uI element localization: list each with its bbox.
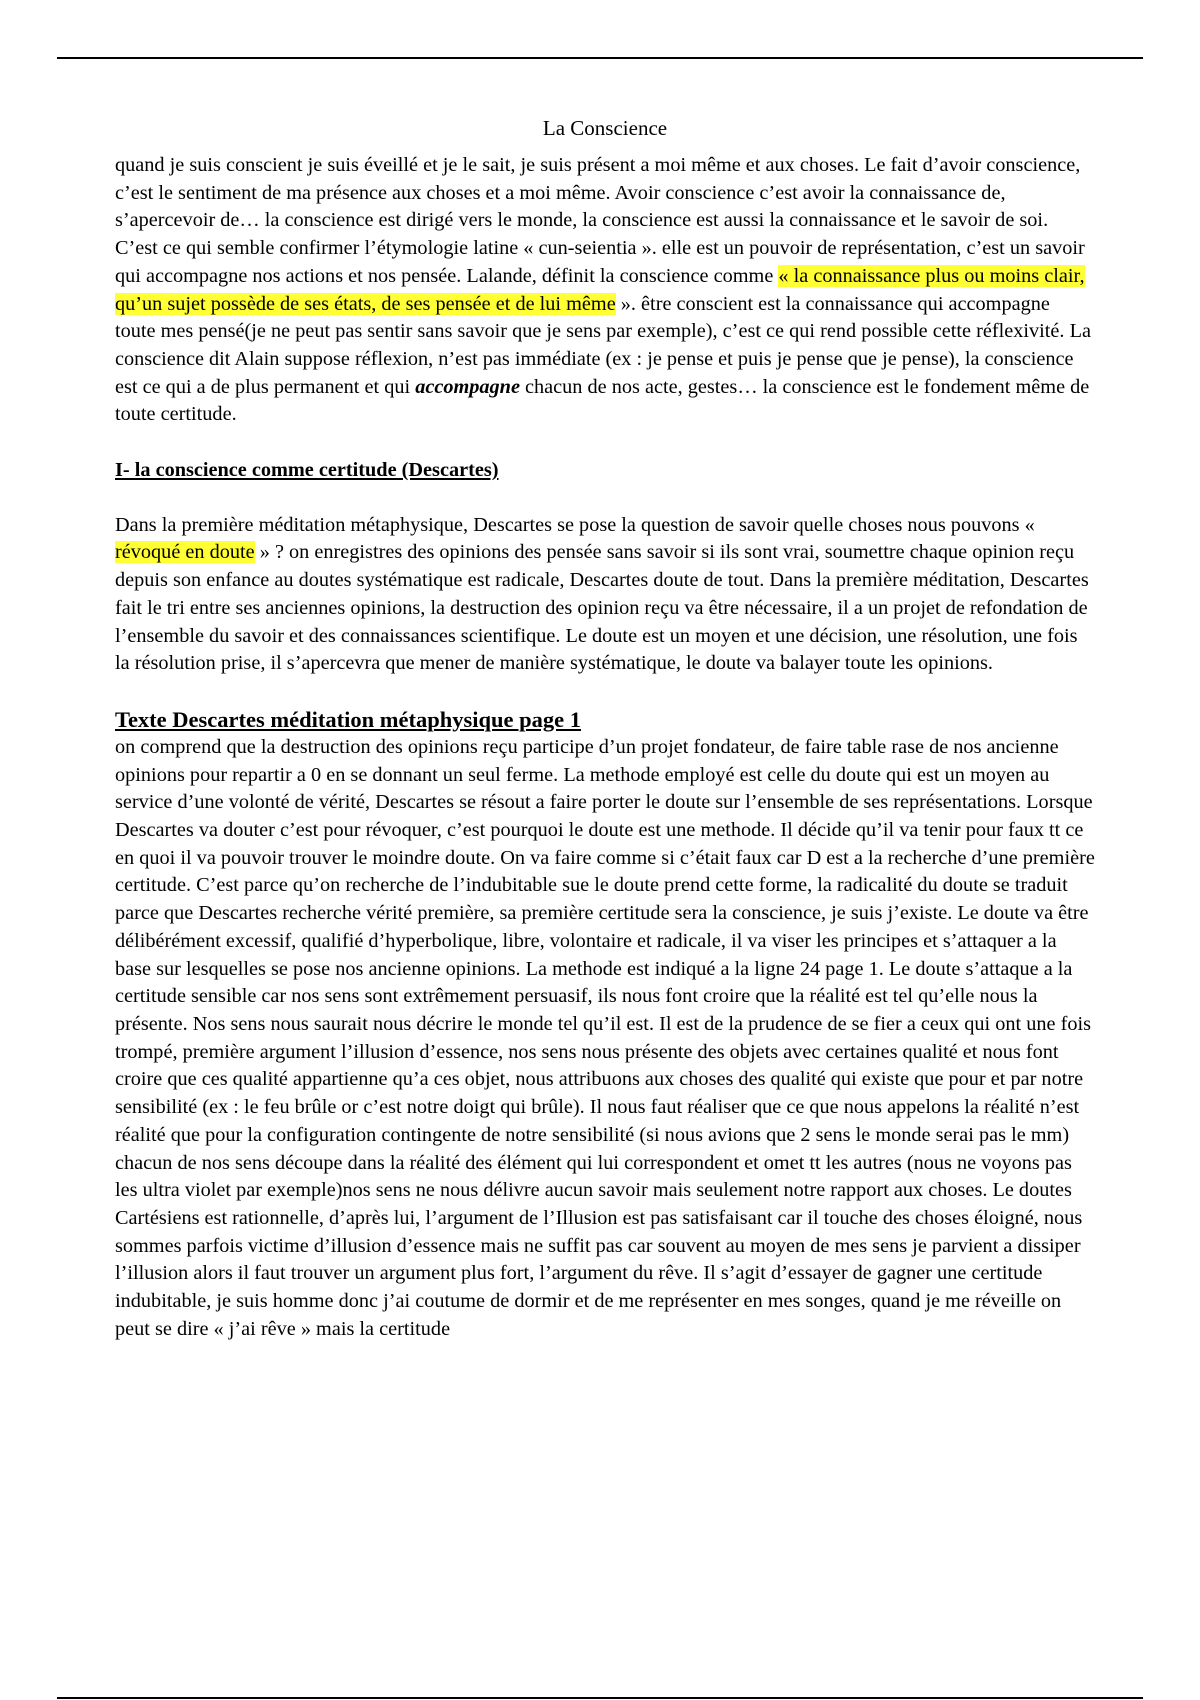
emphasis-accompagne: accompagne bbox=[415, 375, 520, 398]
intro-paragraph bbox=[115, 152, 1095, 429]
spacer bbox=[115, 429, 1095, 457]
section1-text-2: » ? on enregistres des opinions des pensée sans savoir si ils sont vrai, soumettre chaque opinion reçu depuis son enfance au doutes systématique est radicale, Descartes doute de tout. Dans la première méditation, Descartes fait le tri entre ses anciennes opinions, la destruction des opinion reçu va être nécessaire, il a un projet de refondation de l’ensemble du savoir et des connaissances scientifique. Le doute est un moyen et une décision, une résolution, une fois la résolution prise, il s’apercevra que mener de manière systématique, le doute va balayer toute les opinions. bbox=[115, 541, 1089, 675]
section-heading-certitude: I- la conscience comme certitude (Descartes) bbox=[115, 459, 499, 482]
page-bottom-rule bbox=[57, 1697, 1143, 1699]
intro-text-2: ». être conscient est la connaissance qui accompagne toute mes pensé(je ne peut pas sentir sans savoir que je sens par exemple), c’est ce qui rend possible cette réflexivité. La conscience dit Alain suppose réflexion, n’est pas immédiate (ex : je pense et puis je pense que je pense), la conscience est ce qui a de plus permanent et qui bbox=[115, 292, 1091, 398]
section2-paragraph: on comprend que la destruction des opinions reçu participe d’un projet fondateur, de faire table rase de nos ancienne opinions pour repartir a 0 en se donnant un seul ferme. La methode employé est celle du doute qui est un moyen au service d’une volonté de vérité, Descartes se résout a faire porter le doute sur l’ensemble de ses représentations. Lorsque Descartes va douter c’est pour révoquer, c’est pourquoi le doute est une methode. Il décide qu’il va tenir pour faux tt ce en quoi il va pouvoir trouver le moindre doute. On va faire comme si c’était faux car D est a la recherche d’une première certitude. C’est parce qu’on recherche de l’indubitable sue le doute prend cette forme, la radicalité du doute se traduit parce que Descartes recherche vérité première, sa première certitude sera la conscience, je suis j’existe. Le doute va être délibérément excessif, qualifié d’hyperbolique, libre, volontaire et radicale, il va viser les principes et s’attaquer a la base sur lesquelles se pose nos ancienne opinions. La methode est indiqué a la ligne 24 page 1. Le doute s’attaque a la certitude sensible car nos sens sont extrêmement persuasif, ils nous font croire que la réalité est tel qu’elle nous la présente. Nos sens nous saurait nous décrire le monde tel qu’il est. Il est de la prudence de se fier a ceux qui ont une fois trompé, première argument l’illusion d’essence, nos sens nous présente des objets avec certaines qualité et nous font croire que ces qualité appartienne qu’a ces objet, nous attribuons aux choses des qualité qui existe que pour et par notre sensibilité (ex : le feu brûle or c’est notre doigt qui brûle). Il nous faut réaliser que ce que nous appelons la réalité n’est réalité que pour la configuration contingente de notre sensibilité (si nous avions que 2 sens le monde serai pas le mm) chacun de nos sens découpe dans la réalité des élément qui lui correspondent et omet tt les autres (nous ne voyons pas les ultra violet par exemple)nos sens ne nous délivre aucun savoir mais seulement notre rapport aux choses. Le doutes Cartésiens est rationnelle, d’après lui, l’argument de l’Illusion est pas satisfaisant car il touche des choses éloigné, nous sommes parfois victime d’illusion d’essence mais ne suffit pas car souvent au moyen de mes sens je parvient a dissiper l’illusion alors il faut trouver un argument plus fort, l’argument du rêve. Il s’agit d’essayer de gagner une certitude indubitable, je suis homme donc j’ai coutume de dormir et de me représenter en mes songes, quand je me réveille on peut se dire « j’ai rêve » mais la certitude bbox=[115, 735, 1095, 1340]
spacer bbox=[115, 485, 1095, 512]
section-heading-texte-descartes: Texte Descartes méditation métaphysique page 1 bbox=[115, 706, 581, 732]
intro-text-1: quand je suis conscient je suis éveillé et je le sait, je suis présent a moi même et aux choses. Le fait d’avoir conscience, c’est le sentiment de ma présence aux choses et a moi même. Avoir conscience c’est avoir la connaissance de, s’apercevoir de… la conscience est dirigé vers le monde, la conscience est aussi la connaissance et le savoir de soi. C’est ce qui semble confirmer l’étymologie latine « cun-seientia ». elle est un pouvoir de représentation, c’est un savoir qui accompagne nos actions et nos pensée. Lalande, définit la conscience comme bbox=[115, 154, 1085, 287]
section1-text-1: Dans la première méditation métaphysique, Descartes se pose la question de savoir quelle choses nous pouvons « bbox=[115, 513, 1035, 536]
page-title: La Conscience bbox=[542, 116, 668, 140]
page-top-rule bbox=[57, 57, 1143, 59]
lalande-quote-highlight: « la connaissance plus ou moins clair, qu’un sujet possède de ses états, de ses pensée et de lui même bbox=[115, 264, 1085, 315]
spacer bbox=[115, 678, 1095, 706]
revoque-en-doute-highlight: révoqué en doute bbox=[115, 541, 255, 564]
intro-text-3: chacun de nos acte, gestes… la conscience est le fondement même de toute certitude. bbox=[115, 375, 1090, 426]
section1-paragraph bbox=[115, 512, 1095, 678]
document-body bbox=[115, 110, 1095, 1343]
